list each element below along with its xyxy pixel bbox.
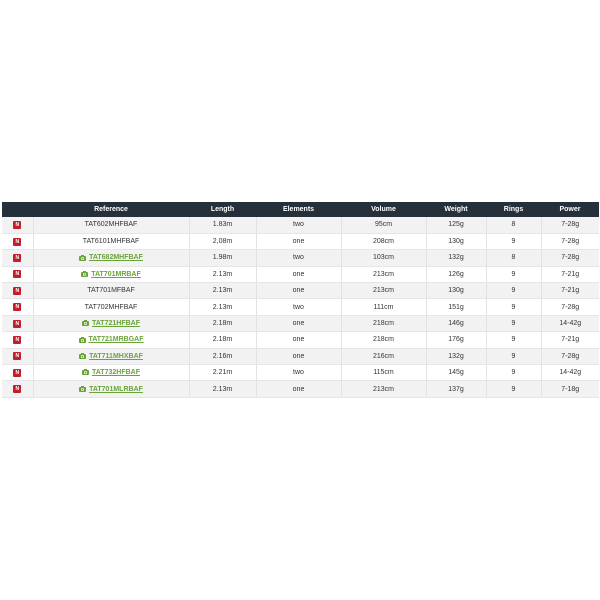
- header-badge-col: [2, 202, 33, 217]
- volume-cell: 111cm: [341, 299, 426, 315]
- badge-cell: [2, 348, 33, 364]
- weight-cell: 126g: [426, 266, 486, 282]
- table-row: [2, 315, 599, 331]
- reference-cell[interactable]: [33, 348, 189, 364]
- table-header-row: [2, 202, 599, 217]
- reference-link[interactable]: TAT701MLRBAF: [89, 385, 143, 393]
- length-cell: 2.13m: [189, 381, 256, 397]
- new-badge-icon: N: [13, 320, 21, 328]
- camera-icon[interactable]: [79, 255, 86, 261]
- reference-link[interactable]: TAT732HFBAF: [92, 369, 140, 377]
- reference-link[interactable]: TAT701MRBAF: [91, 270, 141, 278]
- badge-cell: [2, 217, 33, 233]
- reference-text: TAT702MHFBAF: [84, 303, 138, 311]
- volume-cell: 216cm: [341, 348, 426, 364]
- table-body: [2, 217, 599, 397]
- badge-cell: [2, 315, 33, 331]
- camera-icon[interactable]: [79, 386, 86, 392]
- table-row: [2, 381, 599, 397]
- weight-cell: 130g: [426, 283, 486, 299]
- reference-link[interactable]: TAT682MHFBAF: [89, 254, 143, 262]
- power-cell: 7-21g: [541, 332, 599, 348]
- volume-cell: 115cm: [341, 365, 426, 381]
- power-cell: 7-28g: [541, 250, 599, 266]
- new-badge-icon: N: [13, 221, 21, 229]
- power-cell: 7-18g: [541, 381, 599, 397]
- reference-cell[interactable]: [33, 250, 189, 266]
- header-length[interactable]: Length: [210, 206, 235, 213]
- new-badge-icon: N: [13, 270, 21, 278]
- product-table-container: [2, 202, 599, 398]
- header-elements[interactable]: Elements: [282, 206, 315, 213]
- reference-cell[interactable]: [33, 315, 189, 331]
- table-row: [2, 233, 599, 249]
- badge-cell: [2, 365, 33, 381]
- weight-cell: 176g: [426, 332, 486, 348]
- volume-cell: 213cm: [341, 266, 426, 282]
- badge-cell: [2, 332, 33, 348]
- reference-cell[interactable]: [33, 365, 189, 381]
- weight-cell: 145g: [426, 365, 486, 381]
- power-cell: 7-28g: [541, 233, 599, 249]
- camera-icon[interactable]: [81, 271, 88, 277]
- badge-cell: [2, 299, 33, 315]
- weight-cell: 137g: [426, 381, 486, 397]
- reference-cell[interactable]: [33, 381, 189, 397]
- volume-cell: 95cm: [341, 217, 426, 233]
- length-cell: 2.16m: [189, 348, 256, 364]
- reference-text: TAT602MHFBAF: [84, 221, 138, 229]
- length-cell: 2.13m: [189, 266, 256, 282]
- camera-icon[interactable]: [79, 353, 86, 359]
- rings-cell: 9: [486, 266, 541, 282]
- camera-icon[interactable]: [82, 369, 89, 375]
- table-row: [2, 283, 599, 299]
- rings-cell: 9: [486, 315, 541, 331]
- length-cell: 2.18m: [189, 332, 256, 348]
- header-reference[interactable]: Reference: [94, 206, 128, 213]
- new-badge-icon: N: [13, 238, 21, 246]
- weight-cell: 132g: [426, 250, 486, 266]
- elements-cell: one: [256, 381, 341, 397]
- product-table: [2, 202, 599, 398]
- elements-cell: one: [256, 315, 341, 331]
- new-badge-icon: N: [13, 385, 21, 393]
- table-row: [2, 365, 599, 381]
- camera-icon[interactable]: [82, 320, 89, 326]
- volume-cell: 208cm: [341, 233, 426, 249]
- length-cell: 1.98m: [189, 250, 256, 266]
- rings-cell: 9: [486, 365, 541, 381]
- table-row: [2, 266, 599, 282]
- weight-cell: 151g: [426, 299, 486, 315]
- new-badge-icon: N: [13, 303, 21, 311]
- elements-cell: two: [256, 299, 341, 315]
- new-badge-icon: N: [13, 369, 21, 377]
- reference-cell: [33, 283, 189, 299]
- power-cell: 14-42g: [541, 365, 599, 381]
- power-cell: 7-21g: [541, 283, 599, 299]
- table-row: [2, 250, 599, 266]
- volume-cell: 103cm: [341, 250, 426, 266]
- length-cell: 2.13m: [189, 299, 256, 315]
- power-cell: 7-21g: [541, 266, 599, 282]
- header-volume[interactable]: Volume: [371, 206, 396, 213]
- table-row: [2, 217, 599, 233]
- length-cell: 2,08m: [189, 233, 256, 249]
- badge-cell: [2, 250, 33, 266]
- elements-cell: two: [256, 365, 341, 381]
- camera-icon[interactable]: [79, 337, 86, 343]
- reference-link[interactable]: TAT721MRBGAF: [88, 336, 144, 344]
- length-cell: 2.13m: [189, 283, 256, 299]
- reference-cell: [33, 299, 189, 315]
- elements-cell: one: [256, 266, 341, 282]
- header-rings[interactable]: Rings: [503, 206, 524, 213]
- new-badge-icon: N: [13, 254, 21, 262]
- rings-cell: 9: [486, 233, 541, 249]
- reference-text: TAT701MFBAF: [87, 287, 135, 295]
- reference-link[interactable]: TAT711MHXBAF: [89, 352, 143, 360]
- rings-cell: 9: [486, 332, 541, 348]
- elements-cell: one: [256, 283, 341, 299]
- rings-cell: 8: [486, 217, 541, 233]
- badge-cell: [2, 233, 33, 249]
- length-cell: 2.18m: [189, 315, 256, 331]
- rings-cell: 9: [486, 299, 541, 315]
- volume-cell: 213cm: [341, 381, 426, 397]
- table-row: [2, 299, 599, 315]
- power-cell: 7-28g: [541, 217, 599, 233]
- power-cell: 7-28g: [541, 299, 599, 315]
- badge-cell: [2, 283, 33, 299]
- elements-cell: one: [256, 332, 341, 348]
- badge-cell: [2, 266, 33, 282]
- elements-cell: two: [256, 250, 341, 266]
- weight-cell: 132g: [426, 348, 486, 364]
- reference-link[interactable]: TAT721HFBAF: [92, 320, 140, 328]
- reference-cell: [33, 217, 189, 233]
- weight-cell: 146g: [426, 315, 486, 331]
- badge-cell: [2, 381, 33, 397]
- new-badge-icon: N: [13, 352, 21, 360]
- power-cell: 7-28g: [541, 348, 599, 364]
- elements-cell: one: [256, 348, 341, 364]
- table-row: [2, 348, 599, 364]
- reference-cell: [33, 233, 189, 249]
- reference-cell[interactable]: [33, 332, 189, 348]
- new-badge-icon: N: [13, 336, 21, 344]
- length-cell: 1.83m: [189, 217, 256, 233]
- length-cell: 2.21m: [189, 365, 256, 381]
- rings-cell: 9: [486, 283, 541, 299]
- header-power[interactable]: Power: [559, 206, 581, 213]
- weight-cell: 130g: [426, 233, 486, 249]
- weight-cell: 125g: [426, 217, 486, 233]
- header-weight[interactable]: Weight: [444, 206, 468, 213]
- elements-cell: two: [256, 217, 341, 233]
- rings-cell: 8: [486, 250, 541, 266]
- new-badge-icon: N: [13, 287, 21, 295]
- reference-text: TAT6101MHFBAF: [82, 238, 140, 246]
- elements-cell: one: [256, 233, 341, 249]
- table-row: [2, 332, 599, 348]
- volume-cell: 218cm: [341, 315, 426, 331]
- power-cell: 14-42g: [541, 315, 599, 331]
- volume-cell: 213cm: [341, 283, 426, 299]
- rings-cell: 9: [486, 348, 541, 364]
- reference-cell[interactable]: [33, 266, 189, 282]
- volume-cell: 218cm: [341, 332, 426, 348]
- rings-cell: 9: [486, 381, 541, 397]
